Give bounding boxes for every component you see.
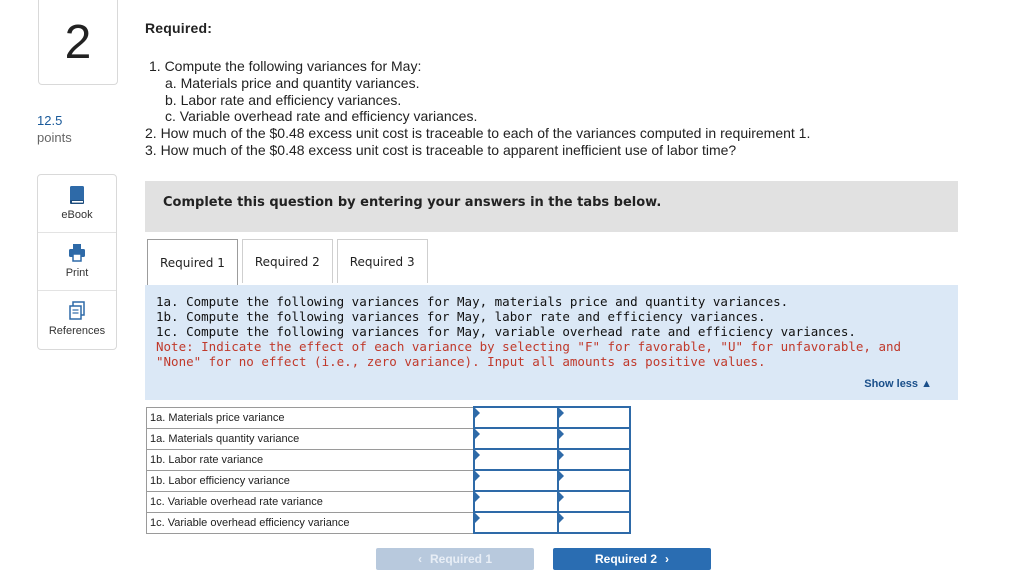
- variance-label: 1a. Materials price variance: [147, 407, 474, 428]
- variance-label: 1a. Materials quantity variance: [147, 428, 474, 449]
- references-button[interactable]: [38, 291, 116, 349]
- panel-line-1a: 1a. Compute the following variances for May, materials price and quantity variances.: [156, 294, 789, 309]
- references-label: References: [48, 325, 106, 337]
- question-number: 2: [38, 0, 118, 85]
- references-icon: [67, 301, 87, 321]
- input-marker-icon: [559, 513, 564, 523]
- requirement-2: 2. How much of the $0.48 excess unit cost is traceable to each of the variances computed in requirement 1.: [145, 125, 811, 142]
- variance-table: [146, 406, 631, 534]
- requirement-1b: b. Labor rate and efficiency variances.: [165, 91, 402, 108]
- table-row: [147, 428, 630, 449]
- input-marker-icon: [475, 471, 480, 481]
- print-button[interactable]: [38, 233, 116, 291]
- input-marker-icon: [475, 492, 480, 502]
- variance-label: 1b. Labor rate variance: [147, 449, 474, 470]
- requirements-list: [145, 58, 810, 159]
- panel-line-1b: 1b. Compute the following variances for May, labor rate and efficiency variances.: [156, 309, 766, 324]
- effect-select[interactable]: [558, 512, 630, 533]
- panel-note: Note: Indicate the effect of each variance by selecting "F" for favorable, "U" for unfavorable, and "None" for no effect (i.e., zero variance). Input all amounts as positive values.: [156, 339, 902, 369]
- ebook-label: eBook: [61, 209, 93, 221]
- side-toolbar: [37, 174, 117, 350]
- table-row: [147, 491, 630, 512]
- table-row: [147, 512, 630, 533]
- ebook-button[interactable]: [38, 175, 116, 233]
- table-row: [147, 449, 630, 470]
- question-points: [37, 112, 72, 146]
- effect-select[interactable]: [558, 470, 630, 491]
- input-marker-icon: [475, 513, 480, 523]
- show-less-link[interactable]: Show less ▲: [864, 378, 932, 390]
- variance-label: 1c. Variable overhead rate variance: [147, 491, 474, 512]
- effect-select[interactable]: [558, 428, 630, 449]
- required-heading: Required:: [145, 20, 213, 36]
- points-value: 12.5: [37, 113, 63, 128]
- tab-required-3[interactable]: Required 3: [337, 239, 428, 283]
- prev-required-button[interactable]: [376, 548, 534, 570]
- table-row: [147, 407, 630, 428]
- table-row: [147, 470, 630, 491]
- input-marker-icon: [475, 450, 480, 460]
- effect-select[interactable]: [558, 491, 630, 512]
- points-label: points: [37, 130, 72, 145]
- tab-required-1[interactable]: Required 1: [147, 239, 238, 285]
- effect-select[interactable]: [558, 407, 630, 428]
- requirement-1c: c. Variable overhead rate and efficiency variances.: [165, 108, 478, 125]
- panel-line-1c: 1c. Compute the following variances for May, variable overhead rate and efficiency variances.: [156, 324, 856, 339]
- variance-label: 1b. Labor efficiency variance: [147, 470, 474, 491]
- input-marker-icon: [475, 408, 480, 418]
- instruction-bar: Complete this question by entering your answers in the tabs below.: [145, 181, 958, 232]
- amount-input[interactable]: [474, 512, 558, 533]
- next-button-label: Required 2: [594, 552, 657, 566]
- requirement-1a: a. Materials price and quantity variances.: [165, 74, 420, 91]
- input-marker-icon: [475, 429, 480, 439]
- input-marker-icon: [559, 429, 564, 439]
- book-icon: [67, 185, 87, 205]
- amount-input[interactable]: [474, 470, 558, 491]
- input-marker-icon: [559, 471, 564, 481]
- print-label: Print: [65, 267, 89, 279]
- input-marker-icon: [559, 450, 564, 460]
- amount-input[interactable]: [474, 491, 558, 512]
- printer-icon: [67, 243, 87, 263]
- variance-label: 1c. Variable overhead efficiency variance: [147, 512, 474, 533]
- amount-input[interactable]: [474, 428, 558, 449]
- tab-required-2[interactable]: Required 2: [242, 239, 333, 283]
- amount-input[interactable]: [474, 407, 558, 428]
- input-marker-icon: [559, 408, 564, 418]
- requirement-3: 3. How much of the $0.48 excess unit cost is traceable to apparent inefficient use of labor time?: [145, 141, 737, 158]
- requirement-tabs: [147, 239, 428, 285]
- effect-select[interactable]: [558, 449, 630, 470]
- amount-input[interactable]: [474, 449, 558, 470]
- question-panel: [145, 285, 958, 400]
- chevron-right-icon: ›: [665, 552, 669, 566]
- input-marker-icon: [559, 492, 564, 502]
- prev-button-label: Required 1: [429, 552, 492, 566]
- requirement-1: 1. Compute the following variances for May:: [149, 58, 422, 74]
- next-required-button[interactable]: [553, 548, 711, 570]
- chevron-left-icon: ‹: [417, 552, 422, 566]
